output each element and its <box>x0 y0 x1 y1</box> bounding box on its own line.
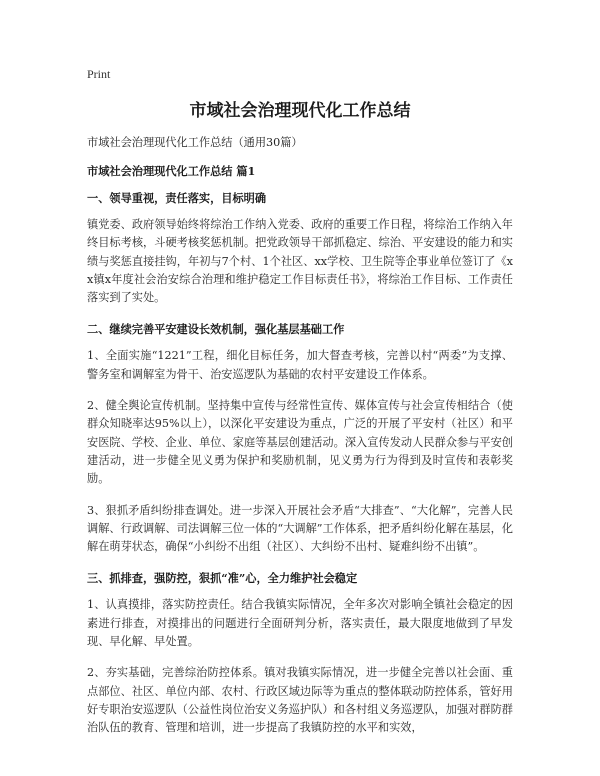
section-heading: 三、抓排查，强防控，狠抓“准”心，全力维护社会稳定 <box>87 571 358 586</box>
body-paragraph: 镇党委、政府领导始终将综治工作纳入党委、政府的重要工作日程，将综治工作纳入年终目标考核，斗硬考核奖惩机制。把党政领导干部抓稳定、综治、平安建设的能力和实绩与奖惩直接挂钩，年初与7个村、1个社区、xx学校、卫生院等企事业单位签订了《xx镇x年度社会治安综合治理和维护稳定工作目标责任书》，将综治工作目标、工作责任落实到了实处。 <box>87 218 513 305</box>
section-heading: 二、继续完善平安建设长效机制，强化基层基础工作 <box>87 322 345 337</box>
body-paragraph: 1、全面实施“1221”工程，细化目标任务，加大督查考核，完善以村“两委”为支撑、警务室和调解室为骨干、治安巡逻队为基础的农村平安建设工作体系。 <box>87 349 513 381</box>
body-paragraph: 2、健全舆论宣传机制。坚持集中宣传与经常性宣传、媒体宣传与社会宣传相结合（使群众知晓率达95%以上），以深化平安建设为重点，广泛的开展了平安村（社区）和平安医院、学校、企业、单位、家庭等基层创建活动。深入宣传发动人民群众参与平安创建活动，进一步健全见义勇为保护和奖励机制，见义勇为行为得到及时宣传和表彰奖励。 <box>87 399 513 486</box>
body-paragraph: 2、夯实基础，完善综治防控体系。镇对我镇实际情况，进一步健全完善以社会面、重点部位、社区、单位内部、农村、行政区域边际等为重点的整体联动防控体系，管好用好专职治安巡逻队（公益性岗位治安义务巡护队）和各村组义务巡逻队，加强对群防群治队伍的教育、管理和培训，进一步提高了我镇防控的水平和实效， <box>87 666 513 735</box>
section-heading: 一、领导重视，责任落实，目标明确 <box>87 191 267 205</box>
document-body <box>87 189 513 738</box>
document-subtitle: 市域社会治理现代化工作总结（通用30篇） <box>87 136 303 149</box>
body-paragraph: 3、狠抓矛盾纠纷排查调处。进一步深入开展社会矛盾“大排查”、“大化解”，完善人民调解、行政调解、司法调解三位一体的“大调解”工作体系，把矛盾纠纷化解在基层，化解在萌芽状态，确保“小纠纷不出组（社区）、大纠纷不出村、疑难纠纷不出镇”。 <box>87 503 513 554</box>
print-label[interactable]: Print <box>87 67 111 81</box>
section-title: 市域社会治理现代化工作总结 篇1 <box>87 164 256 178</box>
document-title: 市域社会治理现代化工作总结 <box>189 101 411 121</box>
body-paragraph: 1、认真摸排，落实防控责任。结合我镇实际情况，全年多次对影响全镇社会稳定的因素进行排查，对摸排出的问题进行全面研判分析，落实责任，最大限度地做到了早发现、早化解、早处置。 <box>87 598 513 649</box>
